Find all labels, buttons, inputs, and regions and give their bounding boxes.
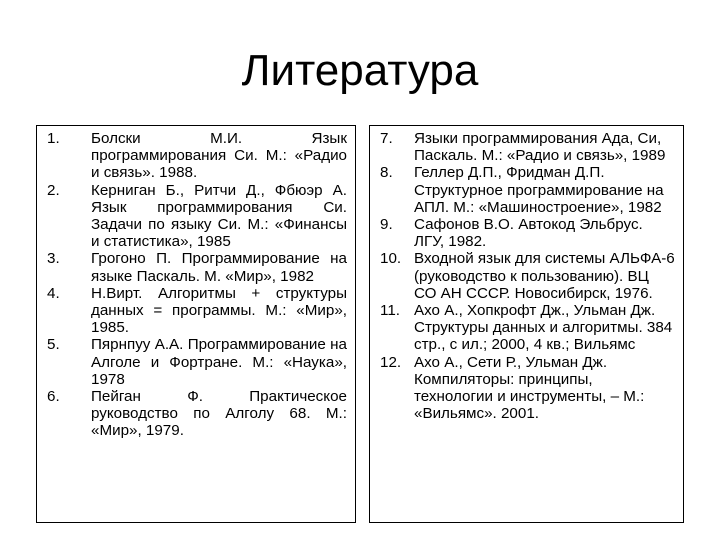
reference-text: Языки программирования Ада, Си, Паскаль. М.: «Радио и связь», 1989 (414, 130, 666, 165)
reference-item (47, 285, 347, 337)
reference-number: 9. (380, 216, 393, 234)
reference-text: Геллер Д.П., Фридман Д.П. Структурное программирование на АПЛ. М.: «Машиностроение», 1982 (414, 164, 664, 216)
reference-text: Ахо А., Сети Р., Ульман Дж. Компиляторы: принципы, технологии и инструменты, – М.: «Вильямс». 2001. (414, 353, 645, 423)
reference-text: Болски М.И. Язык программирования Си. М.: «Радио и связь». 1988. (91, 130, 347, 182)
reference-text: Керниган Б., Ритчи Д., Фбюэр А. Язык программирования Си. Задачи по языку Си. М.: «Финансы и статистика», 1985 (91, 181, 347, 251)
reference-item (380, 302, 675, 354)
reference-number: 11. (380, 302, 400, 320)
reference-text: Ахо А., Хопкрофт Дж., Ульман Дж. Структуры данных и алгоритмы. 384 стр., с ил.; 2000, 4 кв.; Вильямс (414, 302, 673, 354)
reference-number: 10. (380, 250, 402, 268)
references-list-right (380, 130, 675, 422)
reference-number: 3. (47, 250, 60, 268)
reference-item (380, 216, 675, 250)
references-list-left (47, 130, 347, 440)
reference-item (47, 130, 347, 182)
reference-item (380, 130, 675, 164)
reference-item (47, 388, 347, 440)
reference-number: 2. (47, 181, 60, 199)
reference-item (47, 250, 347, 284)
references-box-right (369, 125, 684, 523)
reference-number: 5. (47, 336, 60, 354)
reference-text: Н.Вирт. Алгоритмы + структуры данных = программы. М.: «Мир», 1985. (91, 284, 347, 337)
reference-number: 8. (380, 164, 393, 182)
reference-number: 1. (47, 130, 60, 147)
references-box-left (36, 125, 356, 523)
reference-number: 6. (47, 388, 60, 406)
reference-text: Пейган Ф. Практическое руководство по Алголу 68. М.: «Мир», 1979. (91, 388, 347, 440)
reference-number: 12. (380, 353, 402, 371)
reference-text: Пярнпуу А.А. Программирование на Алголе и Фортране. М.: «Наука», 1978 (91, 336, 347, 388)
reference-item (380, 354, 675, 423)
reference-item (380, 250, 675, 302)
reference-item (380, 164, 675, 216)
reference-number: 7. (380, 130, 393, 147)
reference-number: 4. (47, 284, 60, 302)
page-title: Литература (241, 46, 479, 95)
reference-item (47, 182, 347, 251)
reference-text: Грогоно П. Программирование на языке Паскаль. М. «Мир», 1982 (91, 250, 347, 285)
reference-item (47, 336, 347, 388)
reference-text: Входной язык для системы АЛЬФА-6 (руководство к пользованию). ВЦ СО АН СССР. Новосибирск, 1976. (414, 250, 675, 302)
reference-text: Сафонов В.О. Автокод Эльбрус. ЛГУ, 1982. (414, 216, 643, 251)
